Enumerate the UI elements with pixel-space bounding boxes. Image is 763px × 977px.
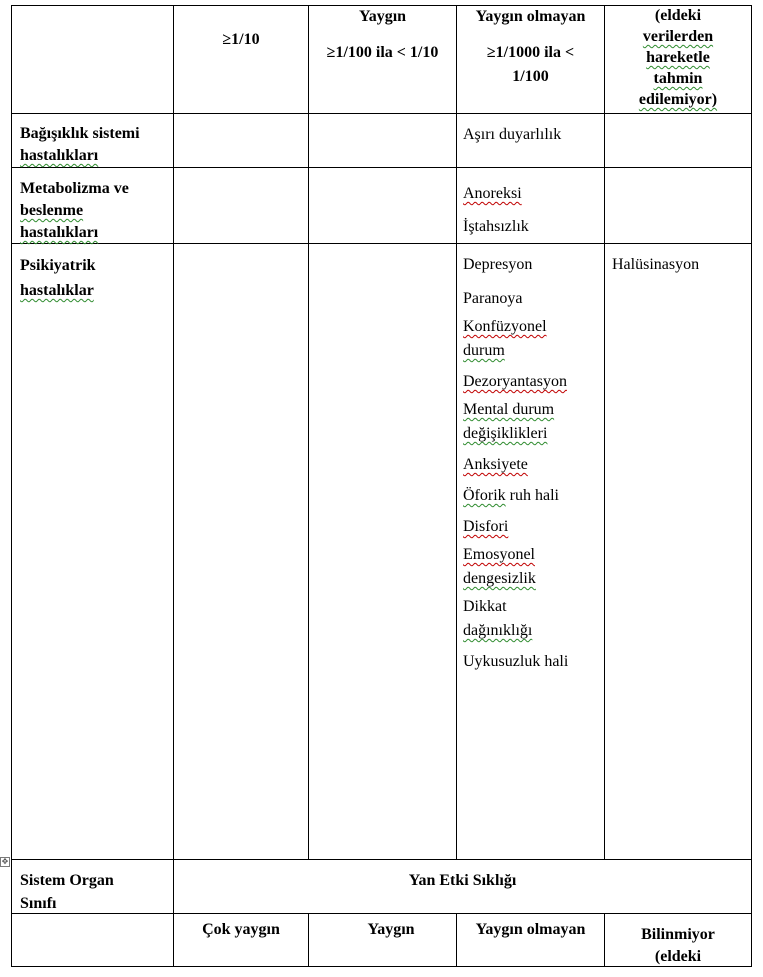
- table-border-col4: [604, 5, 605, 860]
- header-uncommon-range-2: 1/100: [512, 68, 549, 85]
- organ-class-metabolism: [20, 178, 172, 244]
- table-move-handle-icon[interactable]: ✥: [1, 857, 9, 866]
- header-common-2: [309, 918, 473, 942]
- list-item: Dikkat: [463, 598, 507, 615]
- header-very-common: [174, 28, 308, 52]
- list-item: Depresyon: [463, 256, 533, 273]
- organ-class-header: [20, 869, 172, 915]
- organ-class-psychiatric-line2: hastalıklar: [20, 282, 94, 299]
- list-item: İştahsızlık: [463, 218, 529, 235]
- list-item: Aşırı duyarlılık: [463, 126, 562, 143]
- frequency-title: [174, 869, 751, 893]
- header-unknown-line5: edilemiyor): [638, 91, 718, 108]
- table-border-col1: [173, 5, 174, 860]
- header-uncommon: [457, 5, 604, 89]
- header-unknown-label-2: Bilinmiyor: [641, 926, 715, 943]
- organ-class-psychiatric-line1: Psikiyatrik: [20, 257, 96, 274]
- organ-class-header-line2: Sınıfı: [20, 895, 57, 912]
- list-item: Paranoya: [463, 290, 523, 307]
- list-item-continued: dağınıklığı: [463, 622, 533, 639]
- header-unknown-line3: hareketle: [646, 49, 710, 66]
- header-common-label-2: Yaygın: [367, 921, 415, 938]
- organ-class-metabolism-line1: Metabolizma ve: [20, 180, 129, 197]
- table-border-bottom: [11, 859, 752, 860]
- organ-class-immune-line1: Bağışıklık sistemi: [20, 125, 140, 142]
- list-item: Öforik: [463, 487, 506, 504]
- list-item: Halüsinasyon: [612, 256, 700, 273]
- header-common: [309, 5, 456, 65]
- header-uncommon-range-1: ≥1/1000 ila <: [486, 44, 575, 61]
- psychiatric-unknown-list: [612, 253, 751, 277]
- psychiatric-uncommon-list: [463, 253, 603, 674]
- header-unknown: [605, 5, 751, 110]
- table2-border-left: [11, 859, 12, 967]
- header-uncommon-2: [457, 918, 604, 942]
- immune-uncommon-list: [463, 123, 603, 147]
- table-border-left: [11, 5, 12, 860]
- list-item-continued: dengesizlik: [463, 570, 536, 587]
- header-very-common-label: Çok yaygın: [202, 921, 280, 938]
- list-item-continued: değişiklikleri: [463, 425, 548, 442]
- table2-border-right: [751, 859, 752, 967]
- list-item-continued: ruh hali: [505, 487, 559, 504]
- header-unknown-note-2: (eldeki: [654, 948, 702, 965]
- table-border-right: [751, 5, 752, 860]
- table-border-row1: [11, 113, 752, 114]
- list-item: Uykusuzluk hali: [463, 653, 569, 670]
- header-common-range: ≥1/100 ila < 1/10: [326, 44, 439, 61]
- list-item: Anoreksi: [463, 185, 522, 202]
- list-item-continued: durum: [463, 342, 505, 359]
- header-very-common-2: [174, 918, 308, 942]
- header-uncommon-label-2: Yaygın olmayan: [475, 921, 586, 938]
- organ-class-immune: [20, 123, 172, 167]
- header-very-common-range: ≥1/10: [222, 31, 260, 48]
- header-unknown-2: [605, 924, 751, 968]
- header-unknown-line1: (eldeki: [654, 7, 702, 24]
- organ-class-metabolism-line3: hastalıkları: [20, 224, 99, 241]
- header-unknown-line2: verilerden: [642, 28, 714, 45]
- header-common-label: Yaygın: [358, 8, 407, 25]
- list-item: Mental durum: [463, 401, 555, 418]
- list-item: Konfüzyonel: [463, 318, 547, 335]
- list-item: Dezoryantasyon: [463, 373, 567, 390]
- organ-class-metabolism-line2: beslenme: [20, 202, 84, 219]
- frequency-title-text: Yan Etki Sıklığı: [408, 872, 517, 889]
- metabolism-uncommon-list: [463, 177, 603, 243]
- organ-class-immune-line2: hastalıkları: [20, 147, 99, 164]
- header-unknown-line4: tahmin: [653, 70, 703, 87]
- header-uncommon-label: Yaygın olmayan: [475, 8, 586, 25]
- list-item: Disfori: [463, 518, 509, 535]
- table-border-col3: [456, 5, 457, 860]
- list-item: Anksiyete: [463, 456, 528, 473]
- table-border-col2: [308, 5, 309, 860]
- list-item: Emosyonel: [463, 546, 535, 563]
- table-border-row2: [11, 167, 752, 168]
- organ-class-header-line1: Sistem Organ: [20, 872, 114, 889]
- organ-class-psychiatric: [20, 253, 172, 303]
